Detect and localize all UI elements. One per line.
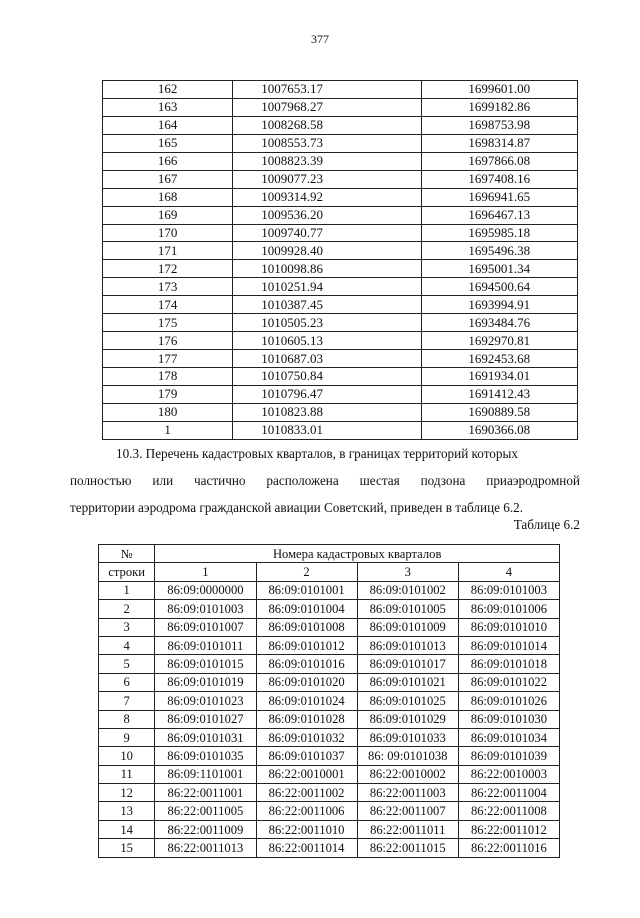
cadastral-row: [99, 747, 560, 765]
point-number-cell: 164: [103, 116, 233, 134]
quarter-cell-3: 86:22:0011007: [357, 802, 458, 820]
point-number-cell: 162: [103, 81, 233, 99]
y-coordinate-cell: 1699601.00: [421, 81, 577, 99]
quarter-cell-2: 86:09:0101016: [256, 655, 357, 673]
x-coordinate-cell: 1010387.45: [233, 296, 421, 314]
quarter-cell-2: 86:09:0101032: [256, 728, 357, 746]
coordinates-row: [103, 152, 578, 170]
quarter-cell-4: 86:09:0101022: [458, 673, 559, 691]
quarter-cell-4: 86:09:0101006: [458, 600, 559, 618]
quarter-cell-4: 86:09:0101034: [458, 728, 559, 746]
coordinates-row: [103, 421, 578, 439]
point-number-cell: 173: [103, 278, 233, 296]
paragraph-line-1: [70, 440, 580, 467]
cadastral-table-header: [99, 545, 560, 582]
cadastral-row: [99, 636, 560, 654]
cadastral-row: [99, 765, 560, 783]
y-coordinate-cell: 1695496.38: [421, 242, 577, 260]
quarter-cell-3: 86:09:0101029: [357, 710, 458, 728]
header-row-2: [99, 563, 560, 581]
y-coordinate-cell: 1690366.08: [421, 421, 577, 439]
row-number-cell: 3: [99, 618, 155, 636]
x-coordinate-cell: 1009928.40: [233, 242, 421, 260]
header-row-number-label-2: строки: [99, 563, 155, 581]
y-coordinate-cell: 1690889.58: [421, 403, 577, 421]
cadastral-row: [99, 728, 560, 746]
y-coordinate-cell: 1695985.18: [421, 224, 577, 242]
point-number-cell: 180: [103, 403, 233, 421]
quarter-cell-2: 86:09:0101004: [256, 600, 357, 618]
quarter-cell-2: 86:22:0011014: [256, 839, 357, 857]
quarter-cell-3: 86:09:0101009: [357, 618, 458, 636]
quarter-cell-2: 86:09:0101001: [256, 581, 357, 599]
cadastral-row: [99, 655, 560, 673]
row-number-cell: 15: [99, 839, 155, 857]
quarter-cell-2: 86:09:0101028: [256, 710, 357, 728]
quarter-cell-2: 86:09:0101037: [256, 747, 357, 765]
x-coordinate-cell: 1007653.17: [233, 81, 421, 99]
quarter-cell-4: 86:22:0011016: [458, 839, 559, 857]
coordinates-row: [103, 116, 578, 134]
coordinates-row: [103, 368, 578, 386]
point-number-cell: 163: [103, 98, 233, 116]
y-coordinate-cell: 1697408.16: [421, 170, 577, 188]
coordinates-row: [103, 296, 578, 314]
quarter-cell-1: 86:09:0101035: [155, 747, 256, 765]
quarter-cell-1: 86:09:0101027: [155, 710, 256, 728]
point-number-cell: 1: [103, 421, 233, 439]
point-number-cell: 169: [103, 206, 233, 224]
quarter-cell-2: 86:09:0101012: [256, 636, 357, 654]
quarter-cell-4: 86:22:0011012: [458, 820, 559, 838]
quarter-cell-4: 86:09:0101030: [458, 710, 559, 728]
point-number-cell: 172: [103, 260, 233, 278]
cadastral-row: [99, 581, 560, 599]
header-col-1: 1: [155, 563, 256, 581]
quarter-cell-4: 86:22:0010003: [458, 765, 559, 783]
x-coordinate-cell: 1010098.86: [233, 260, 421, 278]
row-number-cell: 14: [99, 820, 155, 838]
y-coordinate-cell: 1696941.65: [421, 188, 577, 206]
row-number-cell: 2: [99, 600, 155, 618]
quarter-cell-1: 86:22:0011001: [155, 784, 256, 802]
x-coordinate-cell: 1010796.47: [233, 385, 421, 403]
coordinates-row: [103, 403, 578, 421]
quarter-cell-3: 86:09:0101033: [357, 728, 458, 746]
coordinates-row: [103, 332, 578, 350]
quarter-cell-1: 86:09:0101023: [155, 692, 256, 710]
quarter-cell-4: 86:09:0101014: [458, 636, 559, 654]
coordinates-row: [103, 188, 578, 206]
paragraph-line-3: территории аэродрома гражданской авиации Советский, приведен в таблице 6.2.: [70, 500, 524, 515]
cadastral-row: [99, 600, 560, 618]
quarter-cell-1: 86:09:0101003: [155, 600, 256, 618]
header-group-title: Номера кадастровых кварталов: [155, 545, 560, 563]
quarter-cell-3: 86:09:0101025: [357, 692, 458, 710]
coordinates-table-body: [103, 81, 578, 440]
quarter-cell-3: 86:09:0101013: [357, 636, 458, 654]
row-number-cell: 1: [99, 581, 155, 599]
quarter-cell-1: 86:09:0101019: [155, 673, 256, 691]
point-number-cell: 174: [103, 296, 233, 314]
coordinates-row: [103, 314, 578, 332]
paragraph-text-1: 10.3. Перечень кадастровых кварталов, в границах территорий которых: [116, 446, 518, 461]
coordinates-table: [102, 80, 578, 440]
y-coordinate-cell: 1691934.01: [421, 368, 577, 386]
cadastral-row: [99, 820, 560, 838]
cadastral-table-body: [99, 581, 560, 857]
quarter-cell-3: 86:22:0011015: [357, 839, 458, 857]
row-number-cell: 11: [99, 765, 155, 783]
quarter-cell-1: 86:09:0101015: [155, 655, 256, 673]
coordinates-row: [103, 170, 578, 188]
quarter-cell-1: 86:09:1101001: [155, 765, 256, 783]
quarter-cell-2: 86:22:0011002: [256, 784, 357, 802]
coordinates-row: [103, 134, 578, 152]
row-number-cell: 8: [99, 710, 155, 728]
point-number-cell: 175: [103, 314, 233, 332]
quarter-cell-1: 86:22:0011009: [155, 820, 256, 838]
y-coordinate-cell: 1691412.43: [421, 385, 577, 403]
y-coordinate-cell: 1695001.34: [421, 260, 577, 278]
coordinates-row: [103, 242, 578, 260]
quarter-cell-1: 86:09:0101007: [155, 618, 256, 636]
quarter-cell-2: 86:22:0011006: [256, 802, 357, 820]
quarter-cell-4: 86:09:0101010: [458, 618, 559, 636]
quarter-cell-2: 86:09:0101020: [256, 673, 357, 691]
coordinates-row: [103, 278, 578, 296]
header-row-number-label-1: №: [99, 545, 155, 563]
point-number-cell: 178: [103, 368, 233, 386]
cadastral-row: [99, 710, 560, 728]
y-coordinate-cell: 1698314.87: [421, 134, 577, 152]
quarter-cell-2: 86:22:0011010: [256, 820, 357, 838]
y-coordinate-cell: 1696467.13: [421, 206, 577, 224]
y-coordinate-cell: 1692453.68: [421, 350, 577, 368]
paragraph-line-2: полностью или частично расположена шестая подзона приаэродромной: [70, 473, 580, 488]
row-number-cell: 12: [99, 784, 155, 802]
quarter-cell-1: 86:09:0101031: [155, 728, 256, 746]
page-number: 377: [311, 32, 329, 46]
quarter-cell-3: 86:09:0101017: [357, 655, 458, 673]
point-number-cell: 167: [103, 170, 233, 188]
coordinates-row: [103, 206, 578, 224]
row-number-cell: 10: [99, 747, 155, 765]
x-coordinate-cell: 1009740.77: [233, 224, 421, 242]
quarter-cell-1: 86:22:0011005: [155, 802, 256, 820]
quarter-cell-3: 86:22:0011003: [357, 784, 458, 802]
x-coordinate-cell: 1008553.73: [233, 134, 421, 152]
x-coordinate-cell: 1008823.39: [233, 152, 421, 170]
point-number-cell: 168: [103, 188, 233, 206]
header-row-1: [99, 545, 560, 563]
quarter-cell-4: 86:09:0101039: [458, 747, 559, 765]
header-col-2: 2: [256, 563, 357, 581]
table-caption: Таблице 6.2: [513, 517, 580, 532]
quarter-cell-3: 86:09:0101005: [357, 600, 458, 618]
header-col-4: 4: [458, 563, 559, 581]
point-number-cell: 170: [103, 224, 233, 242]
x-coordinate-cell: 1010823.88: [233, 403, 421, 421]
x-coordinate-cell: 1010750.84: [233, 368, 421, 386]
x-coordinate-cell: 1009536.20: [233, 206, 421, 224]
x-coordinate-cell: 1008268.58: [233, 116, 421, 134]
quarter-cell-3: 86: 09:0101038: [357, 747, 458, 765]
x-coordinate-cell: 1010833.01: [233, 421, 421, 439]
y-coordinate-cell: 1693994.91: [421, 296, 577, 314]
point-number-cell: 171: [103, 242, 233, 260]
quarter-cell-1: 86:22:0011013: [155, 839, 256, 857]
cadastral-row: [99, 673, 560, 691]
x-coordinate-cell: 1009314.92: [233, 188, 421, 206]
quarter-cell-2: 86:22:0010001: [256, 765, 357, 783]
x-coordinate-cell: 1010605.13: [233, 332, 421, 350]
quarter-cell-4: 86:09:0101018: [458, 655, 559, 673]
coordinates-row: [103, 224, 578, 242]
quarter-cell-2: 86:09:0101008: [256, 618, 357, 636]
row-number-cell: 7: [99, 692, 155, 710]
quarter-cell-4: 86:09:0101003: [458, 581, 559, 599]
quarter-cell-1: 86:09:0101011: [155, 636, 256, 654]
quarter-cell-3: 86:22:0011011: [357, 820, 458, 838]
row-number-cell: 5: [99, 655, 155, 673]
quarter-cell-4: 86:22:0011004: [458, 784, 559, 802]
y-coordinate-cell: 1692970.81: [421, 332, 577, 350]
row-number-cell: 9: [99, 728, 155, 746]
quarter-cell-3: 86:09:0101002: [357, 581, 458, 599]
y-coordinate-cell: 1699182.86: [421, 98, 577, 116]
point-number-cell: 177: [103, 350, 233, 368]
x-coordinate-cell: 1010505.23: [233, 314, 421, 332]
point-number-cell: 179: [103, 385, 233, 403]
cadastral-row: [99, 618, 560, 636]
quarter-cell-3: 86:22:0010002: [357, 765, 458, 783]
point-number-cell: 166: [103, 152, 233, 170]
y-coordinate-cell: 1694500.64: [421, 278, 577, 296]
coordinates-row: [103, 98, 578, 116]
header-col-3: 3: [357, 563, 458, 581]
x-coordinate-cell: 1009077.23: [233, 170, 421, 188]
row-number-cell: 4: [99, 636, 155, 654]
quarter-cell-4: 86:22:0011008: [458, 802, 559, 820]
x-coordinate-cell: 1010687.03: [233, 350, 421, 368]
coordinates-row: [103, 385, 578, 403]
point-number-cell: 176: [103, 332, 233, 350]
y-coordinate-cell: 1697866.08: [421, 152, 577, 170]
coordinates-row: [103, 260, 578, 278]
cadastral-row: [99, 802, 560, 820]
point-number-cell: 165: [103, 134, 233, 152]
cadastral-row: [99, 784, 560, 802]
row-number-cell: 6: [99, 673, 155, 691]
quarter-cell-1: 86:09:0000000: [155, 581, 256, 599]
y-coordinate-cell: 1693484.76: [421, 314, 577, 332]
quarter-cell-3: 86:09:0101021: [357, 673, 458, 691]
row-number-cell: 13: [99, 802, 155, 820]
y-coordinate-cell: 1698753.98: [421, 116, 577, 134]
cadastral-row: [99, 839, 560, 857]
x-coordinate-cell: 1007968.27: [233, 98, 421, 116]
coordinates-row: [103, 81, 578, 99]
quarter-cell-4: 86:09:0101026: [458, 692, 559, 710]
cadastral-row: [99, 692, 560, 710]
cadastral-table: [98, 544, 560, 858]
quarter-cell-2: 86:09:0101024: [256, 692, 357, 710]
x-coordinate-cell: 1010251.94: [233, 278, 421, 296]
coordinates-row: [103, 350, 578, 368]
